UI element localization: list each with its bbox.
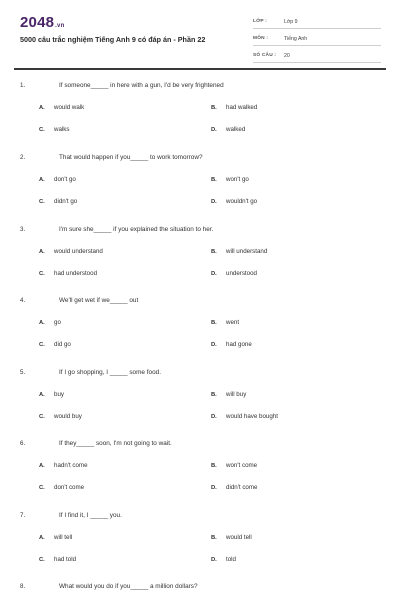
option-letter: D.: [211, 199, 217, 205]
option-a[interactable]: [39, 248, 103, 255]
option-text: will buy: [226, 391, 247, 398]
option-letter: D.: [211, 485, 217, 491]
option-a[interactable]: [39, 319, 61, 326]
option-a[interactable]: [39, 104, 84, 111]
meta-value: Lớp 9: [284, 18, 298, 25]
option-text: had walked: [226, 104, 258, 111]
option-b[interactable]: [211, 319, 239, 326]
option-text: buy: [54, 391, 64, 398]
question-number: 7.: [20, 512, 26, 519]
question-text: We'll get wet if we_____ out: [59, 297, 139, 304]
option-d[interactable]: [211, 198, 257, 205]
option-letter: B.: [211, 535, 217, 541]
question-2: [0, 154, 400, 226]
option-a[interactable]: [39, 391, 64, 398]
option-b[interactable]: [211, 104, 257, 111]
question-number: 5.: [20, 369, 26, 376]
question-number: 1.: [20, 82, 26, 89]
option-text: won't come: [226, 462, 258, 469]
question-text: If I find it, I _____ you.: [59, 512, 122, 519]
option-d[interactable]: [211, 556, 236, 563]
document-title: 5000 câu trắc nghiệm Tiếng Anh 9 có đáp án - Phần 22: [20, 35, 206, 44]
question-number: 2.: [20, 154, 26, 161]
option-text: would understand: [54, 248, 103, 255]
question-number: 3.: [20, 226, 26, 233]
option-letter: D.: [211, 127, 217, 133]
option-letter: C.: [39, 485, 45, 491]
option-b[interactable]: [211, 176, 249, 183]
site-logo[interactable]: [20, 14, 64, 31]
option-b[interactable]: [211, 248, 267, 255]
question-text: If they_____ soon, I'm not going to wait.: [59, 440, 172, 447]
option-letter: C.: [39, 342, 45, 348]
option-d[interactable]: [211, 484, 257, 491]
option-text: will tell: [54, 534, 73, 541]
meta-row-count: [253, 49, 381, 63]
option-letter: A.: [39, 249, 45, 255]
question-number: 4.: [20, 297, 26, 304]
option-text: won't go: [226, 176, 249, 183]
document-meta: [253, 15, 381, 66]
question-text: I'm sure she_____ if you explained the situation to her.: [59, 226, 214, 233]
option-letter: C.: [39, 127, 45, 133]
option-letter: B.: [211, 320, 217, 326]
question-5: [0, 369, 400, 441]
option-text: had gone: [226, 341, 252, 348]
option-text: would walk: [54, 104, 85, 111]
option-a[interactable]: [39, 176, 76, 183]
option-text: told: [226, 556, 236, 563]
option-letter: B.: [211, 392, 217, 398]
header-divider: [14, 68, 386, 70]
option-b[interactable]: [211, 462, 257, 469]
option-text: would have bought: [226, 413, 278, 420]
option-letter: D.: [211, 342, 217, 348]
page-header: [0, 0, 400, 70]
meta-row-grade: [253, 15, 381, 29]
option-letter: D.: [211, 271, 217, 277]
option-text: had understood: [54, 270, 98, 277]
option-letter: B.: [211, 105, 217, 111]
question-text: If I go shopping, I _____ some food.: [59, 369, 161, 376]
option-letter: C.: [39, 414, 45, 420]
option-b[interactable]: [211, 534, 252, 541]
option-text: went: [226, 319, 240, 326]
option-c[interactable]: [39, 484, 84, 491]
option-letter: A.: [39, 535, 45, 541]
option-d[interactable]: [211, 413, 278, 420]
question-8: [0, 583, 400, 597]
option-text: would tell: [226, 534, 252, 541]
question-7: [0, 512, 400, 584]
question-number: 6.: [20, 440, 26, 447]
option-text: go: [54, 319, 61, 326]
option-letter: B.: [211, 177, 217, 183]
meta-label: MÔN :: [253, 36, 269, 41]
option-d[interactable]: [211, 270, 257, 277]
option-letter: C.: [39, 271, 45, 277]
option-letter: B.: [211, 249, 217, 255]
option-a[interactable]: [39, 462, 88, 469]
option-letter: C.: [39, 557, 45, 563]
option-text: had told: [54, 556, 77, 563]
option-letter: D.: [211, 414, 217, 420]
option-d[interactable]: [211, 126, 245, 133]
option-c[interactable]: [39, 413, 82, 420]
question-3: [0, 226, 400, 298]
option-letter: A.: [39, 320, 45, 326]
option-text: didn't come: [226, 484, 258, 491]
option-b[interactable]: [211, 391, 246, 398]
meta-label: SỐ CÂU :: [253, 53, 277, 58]
option-a[interactable]: [39, 534, 72, 541]
meta-value: 20: [284, 52, 290, 59]
option-letter: A.: [39, 177, 45, 183]
question-6: [0, 440, 400, 512]
option-text: understood: [226, 270, 257, 277]
question-number: 8.: [20, 583, 26, 590]
option-c[interactable]: [39, 341, 71, 348]
question-text: What would you do if you_____ a million dollars?: [59, 583, 198, 590]
logo-text: 2048: [20, 14, 55, 31]
option-text: hadn't come: [54, 462, 88, 469]
question-1: [0, 82, 400, 154]
option-text: don't go: [54, 176, 76, 183]
option-text: walks: [54, 126, 70, 133]
option-c[interactable]: [39, 126, 69, 133]
meta-row-subject: [253, 32, 381, 46]
option-c[interactable]: [39, 198, 77, 205]
option-letter: A.: [39, 105, 45, 111]
option-c[interactable]: [39, 270, 97, 277]
question-4: [0, 297, 400, 369]
option-c[interactable]: [39, 556, 76, 563]
meta-value: Tiếng Anh: [284, 35, 308, 42]
option-letter: B.: [211, 463, 217, 469]
option-letter: C.: [39, 199, 45, 205]
option-letter: D.: [211, 557, 217, 563]
option-letter: A.: [39, 392, 45, 398]
option-text: walked: [226, 126, 246, 133]
meta-label: LỚP :: [253, 19, 268, 24]
option-text: would buy: [54, 413, 82, 420]
option-d[interactable]: [211, 341, 252, 348]
option-text: didn't go: [54, 198, 78, 205]
option-letter: A.: [39, 463, 45, 469]
logo-suffix: .vn: [55, 23, 65, 29]
option-text: will understand: [226, 248, 268, 255]
option-text: wouldn't go: [226, 198, 258, 205]
question-text: That would happen if you_____ to work tomorrow?: [59, 154, 203, 161]
question-text: If someone_____ in here with a gun, I'd be very frightened: [59, 82, 224, 89]
option-text: did go: [54, 341, 71, 348]
option-text: don't come: [54, 484, 85, 491]
